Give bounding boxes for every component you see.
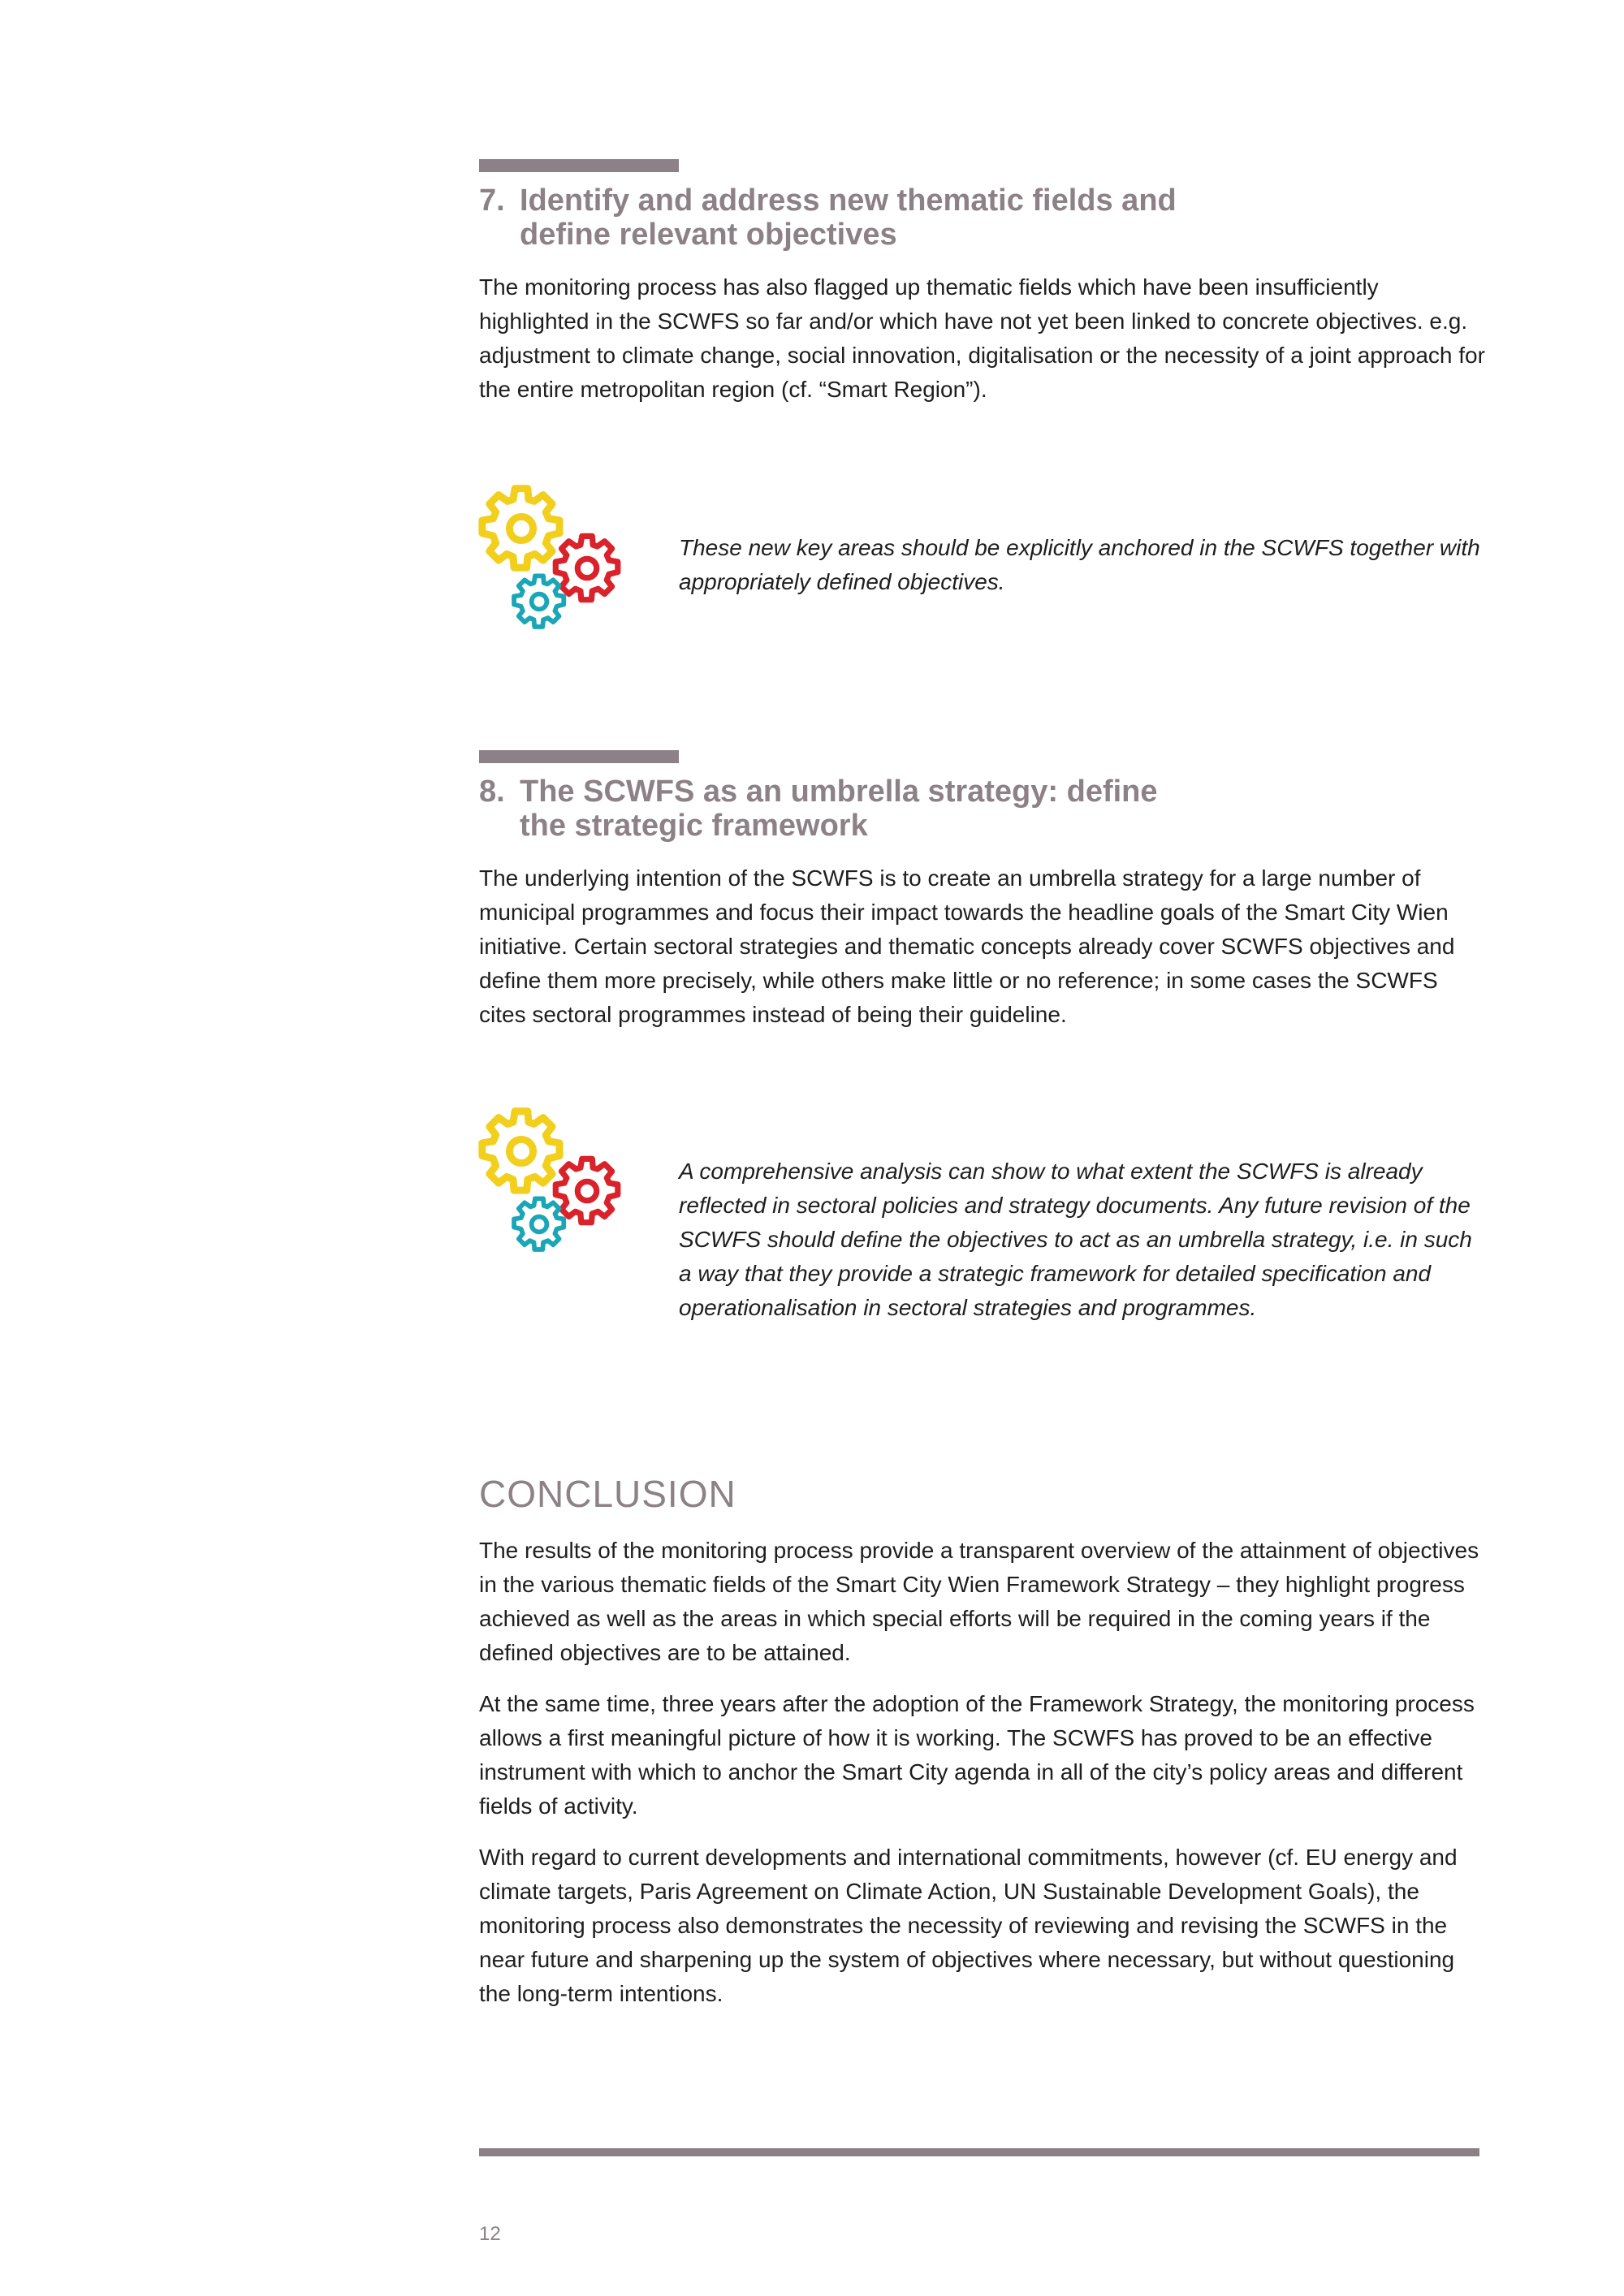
section-8-body: The underlying intention of the SCWFS is to create an umbrella strategy for a large number of municipal programmes and focus their impact towards the headline goals of the Smart City Wien initiative. Certain sectoral strategies and thematic concepts already cover SCWFS objectives and define them more precisely, while others make little or no reference; in some cases the SCWFS cites sectoral programmes instead of being their guideline. <box>479 865 1455 1027</box>
section-7-heading <box>479 183 1494 252</box>
section-8-bar <box>479 750 679 763</box>
section-7-body: The monitoring process has also flagged up thematic fields which have been insufficiently highlighted in the SCWFS so far and/or which have not yet been linked to concrete objectives. e.g. adjustment to climate change, social innovation, digitalisation or the necessity of a joint approach for the entire metropolitan region (cf. “Smart Region”). <box>479 274 1485 402</box>
conclusion-paragraph-3: With regard to current developments and international commitments, however (cf. EU energy and climate targets, Paris Agreement on Climate Action, UN Sustainable Development Goals), the monitoring process also demonstrates the necessity of reviewing and revising the SCWFS in the near future and sharpening up the system of objectives where necessary, but without questioning the long-term intentions. <box>479 1845 1458 2006</box>
section-7-number: 7. <box>479 183 505 218</box>
section-7-bar <box>479 159 679 172</box>
section-8-title-line-2: the strategic framework <box>520 809 868 843</box>
conclusion-paragraph-1: The results of the monitoring process provide a transparent overview of the attainment of objectives in the various thematic fields of the Smart City Wien Framework Strategy – they highlight progress achieved as well as the areas in which special efforts will be required in the coming years if the defined objectives are to be attained. <box>479 1538 1479 1665</box>
conclusion-title: CONCLUSION <box>479 1473 736 1515</box>
page-number: 12 <box>479 2223 501 2245</box>
gears-icon <box>468 1098 630 1260</box>
conclusion-paragraph-2: At the same time, three years after the adoption of the Framework Strategy, the monitoring process allows a first meaningful picture of how it is working. The SCWFS has proved to be an effective instrument with which to anchor the Smart City agenda in all of the city’s policy areas and different fields of activity. <box>479 1691 1475 1819</box>
section-7-title-line-2: define relevant objectives <box>520 218 897 252</box>
section-8-callout: A comprehensive analysis can show to what extent the SCWFS is already reflected in sectoral policies and strategy documents. Any future revision of the SCWFS should define the objectives to act as an umbrella strategy, i.e. in such a way that they provide a strategic framework for detailed specification and operationalisation in sectoral strategies and programmes. <box>679 1159 1472 1320</box>
section-7-callout: These new key areas should be explicitly anchored in the SCWFS together with appropriately defined objectives. <box>679 535 1480 594</box>
section-8-title-line-1: The SCWFS as an umbrella strategy: define <box>520 775 1158 809</box>
section-7-title-line-1: Identify and address new thematic fields and <box>520 183 1177 218</box>
section-8-heading <box>479 775 1494 843</box>
gears-icon <box>468 475 630 637</box>
footer-rule <box>479 2148 1479 2156</box>
section-8-number: 8. <box>479 775 505 809</box>
